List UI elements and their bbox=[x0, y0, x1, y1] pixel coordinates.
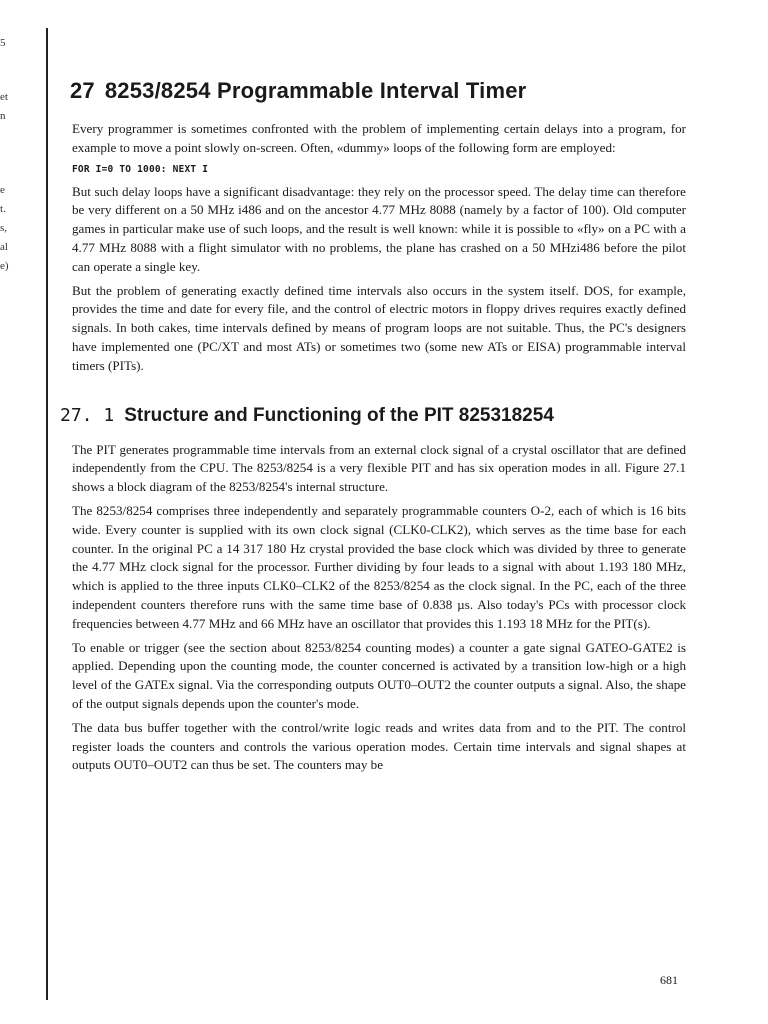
paragraph: The PIT generates programmable time intervals from an external clock signal of a crystal oscillator that are defined independently from the CPU. The 8253/8254 is a very flexible PIT and has six operation modes in all. Figure 27.1 shows a block diagram of the 8253/8254's internal structure. bbox=[72, 441, 686, 495]
gutter-rule bbox=[46, 28, 48, 1000]
margin-fragment: s, bbox=[0, 222, 8, 234]
code-sample: FOR I=0 TO 1000: NEXT I bbox=[72, 163, 209, 175]
paragraph: The data bus buffer together with the control/write logic reads and writes data from and to the PIT. The control register loads the counters and controls the various operation modes. Certain time intervals and signal shapes at outputs OUT0–OUT2 can thus be set. The counters may be bbox=[72, 719, 686, 773]
chapter-heading bbox=[70, 78, 686, 104]
paragraph: Every programmer is sometimes confronted with the problem of implementing certain delays into a program, for example to move a point slowly on-screen. Often, «dummy» loops of the following form are employed: bbox=[72, 121, 686, 155]
paragraph: To enable or trigger (see the section about 8253/8254 counting modes) a counter a gate signal GATEO-GATE2 is applied. Depending upon the counting mode, the counter concerned is activated by a transition low-high or a high level of the GATEx signal. Via the corresponding outputs OUT0–OUT2 the counter outputs a signal. Also, the shape of the output signals depends upon the counter's mode. bbox=[72, 639, 686, 711]
margin-fragment: n bbox=[0, 110, 6, 122]
margin-fragment: et bbox=[0, 91, 8, 103]
chapter-title: 8253/8254 Programmable Interval Timer bbox=[104, 78, 527, 103]
paragraph: But such delay loops have a significant disadvantage: they rely on the processor speed. The delay time can therefore be very different on a 50 MHz i486 and on the ancestor 4.77 MHz 8088 (namely by a factor of 100). Old computer games in particular make use of such loops, and the result is well known: while it is possible to «fly» on a PC with a 4.77 MHz 8088 with a flight simulator with no problems, the plane has crashed on a 50 MHzi486 before the pilot can operate a single key. bbox=[72, 183, 686, 274]
page-number: 681 bbox=[660, 973, 678, 987]
chapter-number: 27 bbox=[70, 78, 95, 103]
section-title: Structure and Functioning of the PIT 825318254 bbox=[124, 404, 554, 426]
margin-fragment: 5 bbox=[0, 37, 6, 49]
section-heading bbox=[60, 405, 686, 427]
margin-fragment: al bbox=[0, 241, 8, 253]
margin-fragment: e bbox=[0, 184, 5, 196]
page-body bbox=[58, 78, 686, 780]
margin-fragment: e) bbox=[0, 260, 9, 272]
paragraph: But the problem of generating exactly defined time intervals also occurs in the system itself. DOS, for example, provides the time and date for every file, and the control of electric motors in floppy drives requires exactly defined signals. In both cakes, time intervals defined by means of program loops are not suitable. Thus, the PC's designers have implemented one (PC/XT and most ATs) or sometimes two (some new ATs or EISA) programmable interval timers (PITs). bbox=[72, 282, 686, 373]
paragraph: The 8253/8254 comprises three independently and separately programmable counters O-2, each of which is 16 bits wide. Every counter is supplied with its own clock signal (CLK0-CLK2), which serves as the time base for each counter. In the original PC a 14 317 180 Hz crystal provided the base clock which was divided by three to generate the 4.77 MHz clock signal for the processor. Further dividing by four leads to a signal with about 1.193 180 MHz, which is applied to the three inputs CLK0–CLK2 of the 8253/8254 as the clock signal. In the PC, each of the three independent counters therefore runs with the same time base of 0.838 µs. Also today's PCs with processor clock frequencies between 4.77 MHz and 66 MHz have an oscillator that provides this 1.193 18 MHz for the PIT(s). bbox=[72, 502, 686, 631]
margin-fragment: t. bbox=[0, 203, 6, 215]
section-number: 27. 1 bbox=[60, 404, 115, 426]
